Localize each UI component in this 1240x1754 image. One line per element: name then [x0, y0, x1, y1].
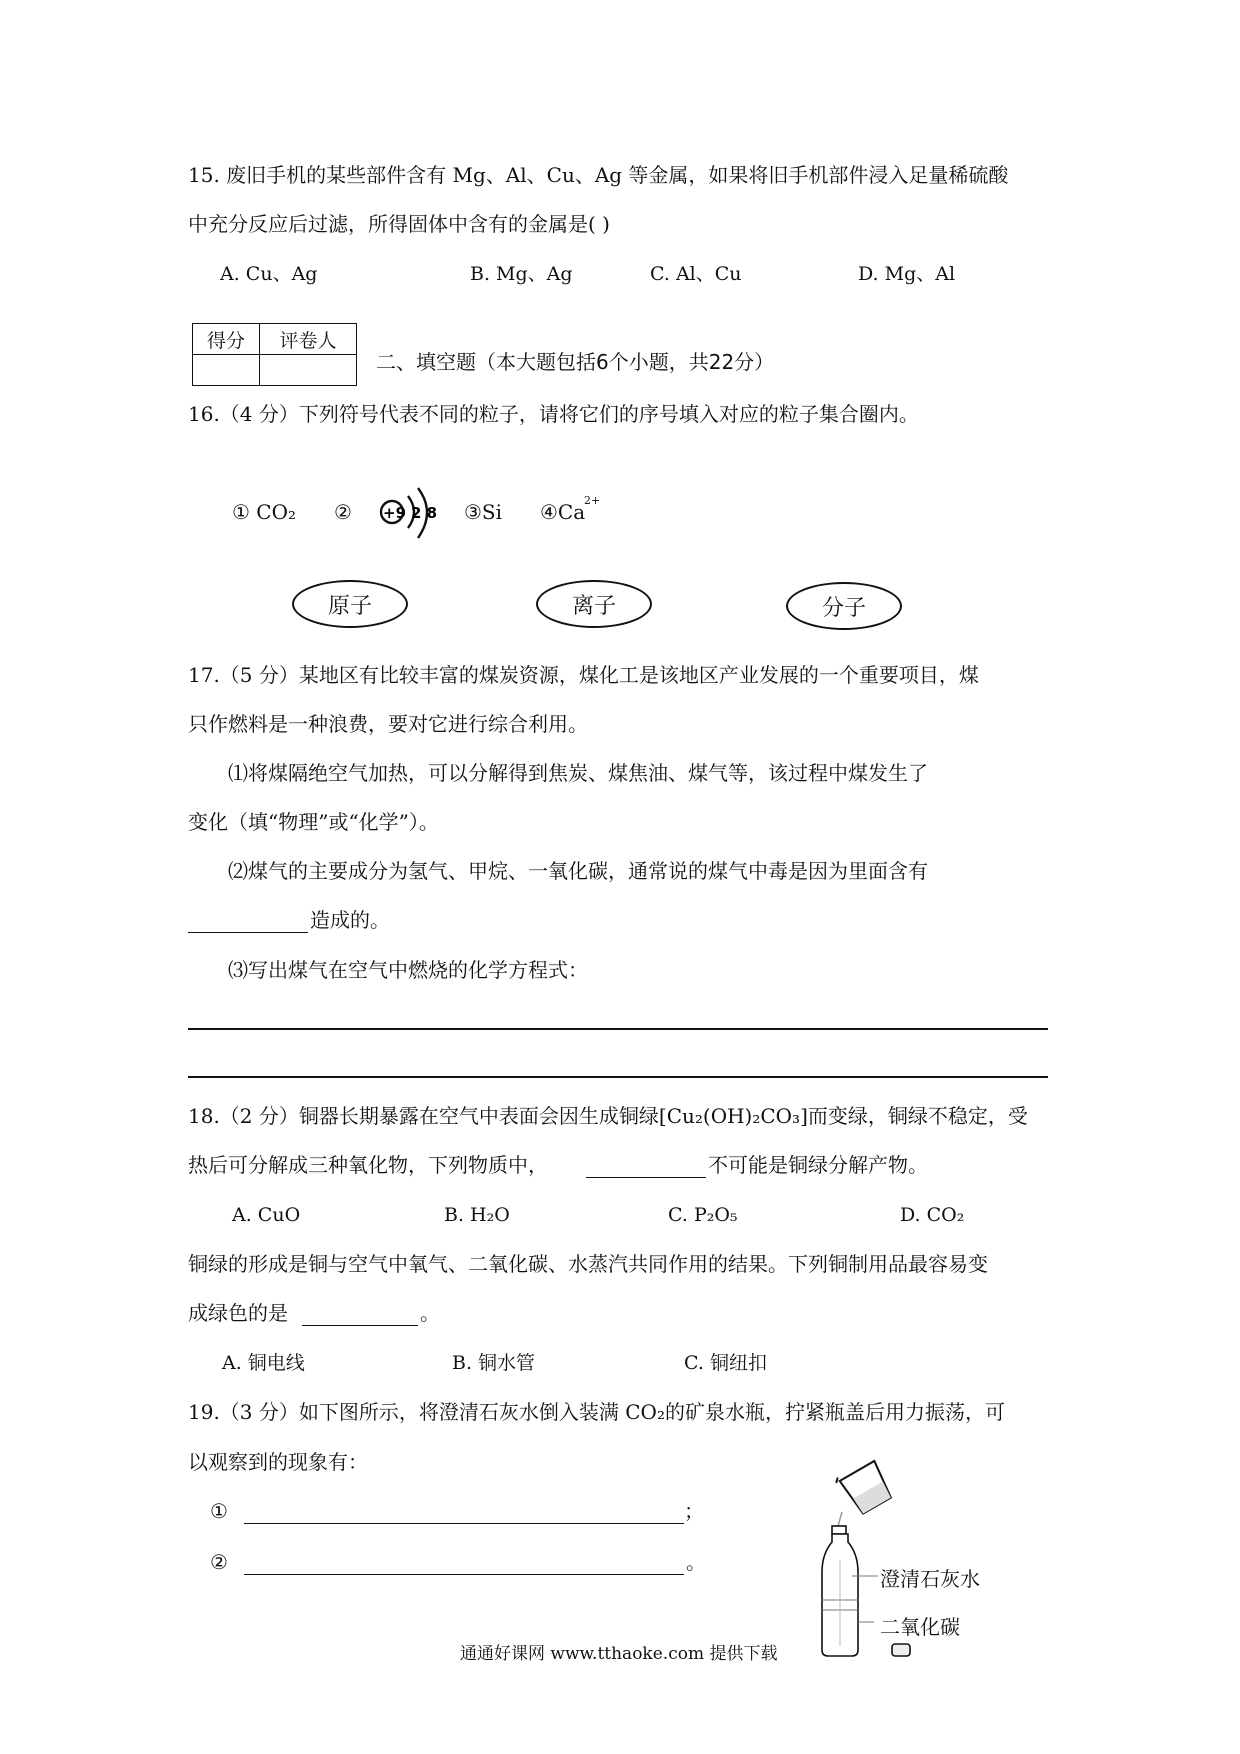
q17-equation-line-2[interactable] — [188, 1076, 1048, 1078]
q17-line1: 17.（5 分）某地区有比较丰富的煤炭资源，煤化工是该地区产业发展的一个重要项目，煤 — [188, 663, 979, 687]
atom-structure-diagram — [372, 482, 454, 548]
q15-option-b: B. Mg、Ag — [470, 263, 573, 285]
molecule-circle[interactable] — [786, 582, 902, 630]
q18-answer-blank-1[interactable] — [586, 1177, 706, 1178]
q18-line1: 18.（2 分）铜器长期暴露在空气中表面会因生成铜绿[Cu₂(OH)₂CO₃]而变绿，铜绿不稳定，受 — [188, 1104, 1028, 1128]
atom-circle[interactable] — [292, 580, 408, 628]
footer-text: 通通好课网 www.tthaoke.com 提供下载 — [460, 1644, 778, 1664]
q19-answer1-end: ； — [684, 1499, 704, 1523]
q17-part2-answer-blank[interactable] — [188, 932, 308, 933]
atom-circle-label: 原子 — [327, 593, 372, 619]
q15-line1: 15. 废旧手机的某些部件含有 Mg、Al、Cu、Ag 等金属，如果将旧手机部件浸入足量稀硫酸 — [188, 163, 1009, 187]
q17-part1-line1: ⑴将煤隔绝空气加热，可以分解得到焦炭、煤焦油、煤气等，该过程中煤发生了 — [228, 761, 928, 785]
q18-line2-part2: 不可能是铜绿分解产物。 — [708, 1153, 928, 1177]
nucleus-charge: +9 — [383, 504, 407, 522]
carbon-dioxide-label: 二氧化碳 — [880, 1615, 960, 1639]
q18-option2-c: C. 铜纽扣 — [684, 1352, 767, 1374]
q16-text: 16.（4 分）下列符号代表不同的粒子，请将它们的序号填入对应的粒子集合圈内。 — [188, 402, 919, 426]
q17-part2-line1: ⑵煤气的主要成分为氢气、甲烷、一氧化碳，通常说的煤气中毒是因为里面含有 — [228, 859, 928, 883]
q19-answer2-end: 。 — [686, 1550, 706, 1574]
q18-option2-a: A. 铜电线 — [222, 1352, 305, 1374]
q18-option-a: A. CuO — [232, 1204, 301, 1226]
q19-line1: 19.（3 分）如下图所示，将澄清石灰水倒入装满 CO₂的矿泉水瓶，拧紧瓶盖后用力振荡，可 — [188, 1400, 1005, 1424]
q18-line4-part2: 。 — [420, 1301, 440, 1325]
q18-option-c: C. P₂O₅ — [668, 1204, 738, 1226]
q15-option-c: C. Al、Cu — [650, 263, 742, 285]
q18-line2-part1: 热后可分解成三种氧化物，下列物质中， — [188, 1153, 548, 1177]
q19-answer1-number: ① — [210, 1499, 228, 1523]
ion-circle[interactable] — [536, 580, 652, 628]
grader-header: 评卷人 — [260, 324, 357, 355]
q16-item4: ④Ca — [540, 500, 586, 524]
q16-item1: ① CO₂ — [232, 500, 297, 524]
beaker-icon — [834, 1457, 894, 1517]
q18-answer-blank-2[interactable] — [302, 1325, 418, 1326]
q16-item3: ③Si — [464, 500, 503, 524]
score-header: 得分 — [193, 324, 260, 355]
q15-option-d: D. Mg、Al — [858, 263, 956, 285]
q17-equation-line-1[interactable] — [188, 1028, 1048, 1030]
q18-line4-part1: 成绿色的是 — [188, 1301, 288, 1325]
q15-option-a: A. Cu、Ag — [220, 263, 318, 285]
q17-part1-line2: 变化（填“物理”或“化学”）。 — [188, 810, 439, 834]
lime-water-label: 澄清石灰水 — [880, 1567, 980, 1591]
q16-item4-charge: 2+ — [584, 494, 601, 507]
score-table — [192, 323, 357, 386]
q15-line2: 中充分反应后过滤，所得固体中含有的金属是( ) — [188, 212, 610, 236]
q17-part2-line2: 造成的。 — [310, 908, 390, 932]
score-cell[interactable] — [193, 355, 260, 386]
q18-line3: 铜绿的形成是铜与空气中氧气、二氧化碳、水蒸汽共同作用的结果。下列铜制用品最容易变 — [188, 1252, 988, 1276]
q18-option-b: B. H₂O — [444, 1204, 510, 1226]
molecule-circle-label: 分子 — [821, 595, 866, 621]
q16-item2-number: ② — [334, 500, 352, 524]
q19-line2: 以观察到的现象有： — [188, 1450, 368, 1474]
ion-circle-label: 离子 — [571, 593, 616, 619]
grader-cell[interactable] — [260, 355, 357, 386]
q17-line2: 只作燃料是一种浪费，要对它进行综合利用。 — [188, 712, 588, 736]
bottle-icon — [822, 1526, 858, 1656]
q18-option2-b: B. 铜水管 — [452, 1352, 536, 1374]
pour-stream — [838, 1512, 842, 1526]
q18-option-d: D. CO₂ — [900, 1204, 965, 1226]
q19-answer2-blank[interactable] — [244, 1574, 684, 1575]
q19-answer1-blank[interactable] — [244, 1523, 684, 1524]
shell-electron-counts: 2 8 — [411, 504, 438, 522]
section2-title: 二、填空题（本大题包括6个小题，共22分） — [376, 350, 775, 374]
q19-answer2-number: ② — [210, 1550, 228, 1574]
q17-part3: ⑶写出煤气在空气中燃烧的化学方程式： — [228, 958, 588, 982]
bottle-cap-icon — [892, 1644, 910, 1656]
